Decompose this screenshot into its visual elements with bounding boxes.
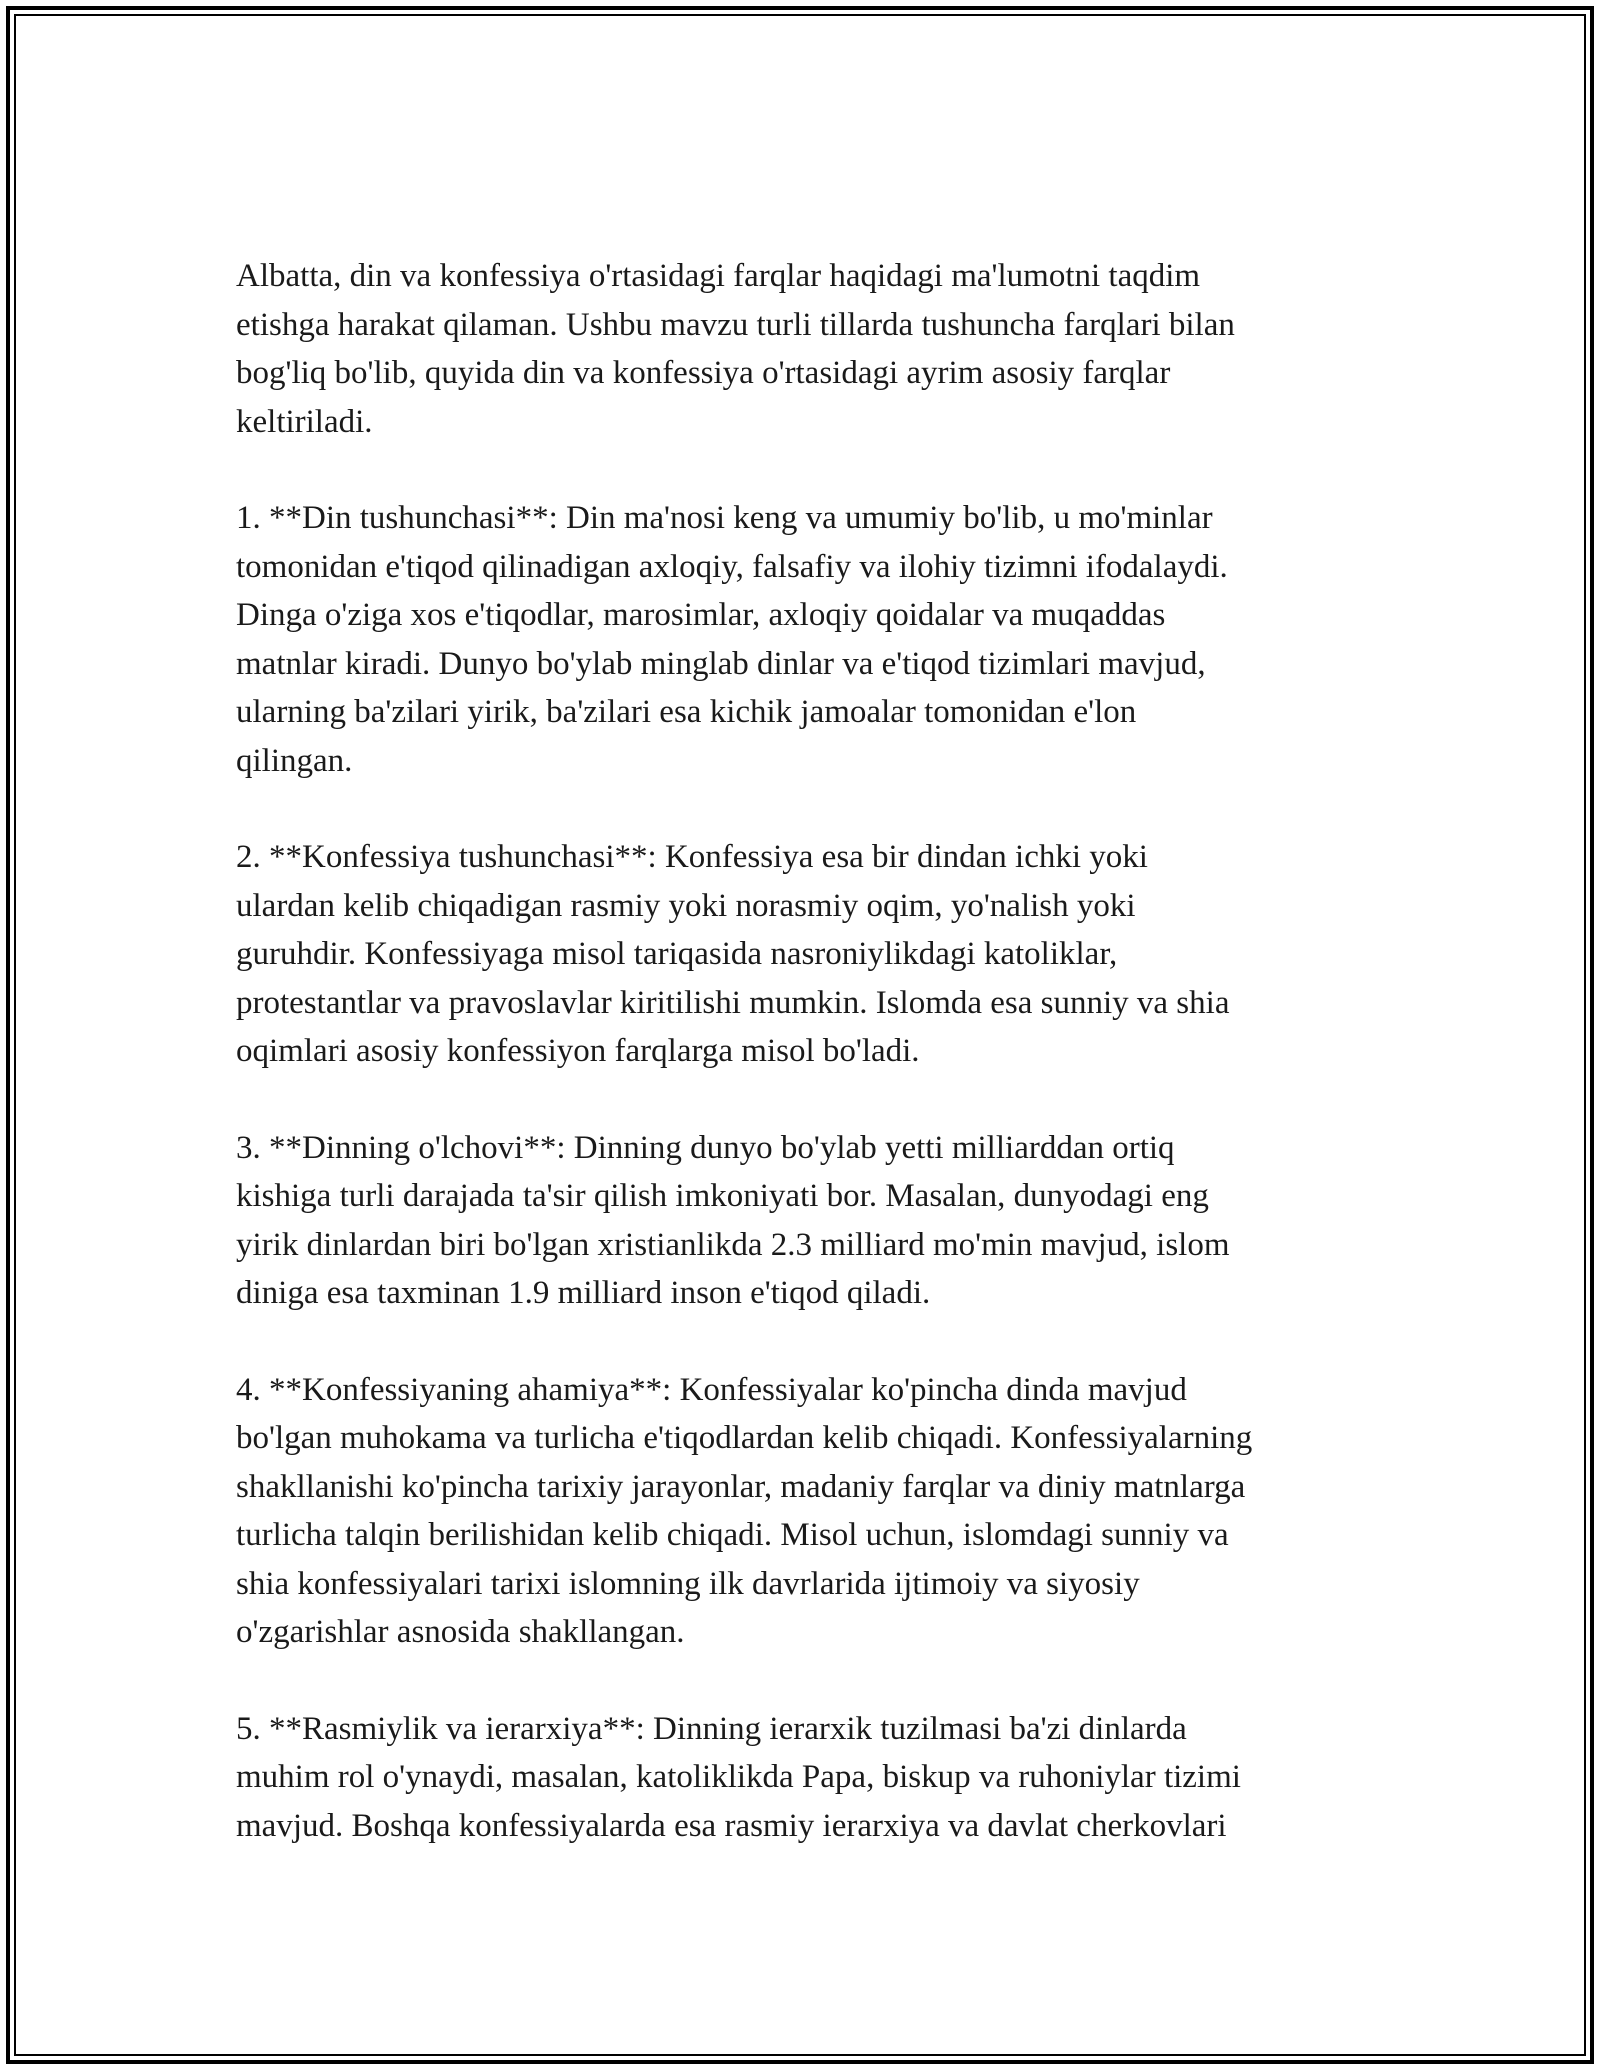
text-line: etishga harakat qilaman. Ushbu mavzu turli tillarda tushuncha farqlari bilan bbox=[236, 306, 1235, 343]
list-item-3 bbox=[236, 1124, 1396, 1318]
text-line: protestantlar va pravoslavlar kiritilishi mumkin. Islomda esa sunniy va shia bbox=[236, 984, 1230, 1021]
text-line: bo'lgan muhokama va turlicha e'tiqodlardan kelib chiqadi. Konfessiyalarning bbox=[236, 1420, 1253, 1456]
text-line: ulardan kelib chiqadigan rasmiy yoki norasmiy oqim, yo'nalish yoki bbox=[236, 887, 1136, 924]
text-line: 5. **Rasmiylik va ierarxiya**: Dinning ierarxik tuzilmasi ba'zi dinlarda bbox=[236, 1710, 1187, 1747]
text-line: Dinga o'ziga xos e'tiqodlar, marosimlar, axloqiy qoidalar va muqaddas bbox=[236, 597, 1166, 633]
text-line: 4. **Konfessiyaning ahamiya**: Konfessiyalar ko'pincha dinda mavjud bbox=[236, 1371, 1187, 1408]
text-line: 2. **Konfessiya tushunchasi**: Konfessiya esa bir dindan ichki yoki bbox=[236, 839, 1148, 875]
text-line: Albatta, din va konfessiya o'rtasidagi farqlar haqidagi ma'lumotni taqdim bbox=[236, 258, 1201, 294]
intro-paragraph bbox=[236, 252, 1396, 446]
text-line: matnlar kiradi. Dunyo bo'ylab minglab dinlar va e'tiqod tizimlari mavjud, bbox=[236, 645, 1206, 682]
list-item-5 bbox=[236, 1705, 1396, 1851]
text-line: qilingan. bbox=[236, 742, 353, 779]
list-item-4 bbox=[236, 1366, 1396, 1657]
text-line: ularning ba'zilari yirik, ba'zilari esa kichik jamoalar tomonidan e'lon bbox=[236, 694, 1137, 730]
text-line: yirik dinlardan biri bo'lgan xristianlikda 2.3 milliard mo'min mavjud, islom bbox=[236, 1226, 1230, 1263]
text-line: bog'liq bo'lib, quyida din va konfessiya o'rtasidagi ayrim asosiy farqlar bbox=[236, 355, 1171, 391]
list-item-1 bbox=[236, 494, 1396, 785]
text-line: diniga esa taxminan 1.9 milliard inson e'tiqod qiladi. bbox=[236, 1275, 931, 1311]
text-line: mavjud. Boshqa konfessiyalarda esa rasmiy ierarxiya va davlat cherkovlari bbox=[236, 1807, 1227, 1844]
document-body bbox=[236, 252, 1396, 1898]
text-line: turlicha talqin berilishidan kelib chiqadi. Misol uchun, islomdagi sunniy va bbox=[236, 1517, 1229, 1553]
text-line: tomonidan e'tiqod qilinadigan axloqiy, falsafiy va ilohiy tizimni ifodalaydi. bbox=[236, 548, 1228, 585]
text-line: o'zgarishlar asnosida shakllangan. bbox=[236, 1614, 685, 1650]
text-line: shia konfessiyalari tarixi islomning ilk davrlarida ijtimoiy va siyosiy bbox=[236, 1565, 1140, 1602]
text-line: oqimlari asosiy konfessiyon farqlarga misol bo'ladi. bbox=[236, 1033, 920, 1069]
text-line: 3. **Dinning o'lchovi**: Dinning dunyo bo'ylab yetti milliarddan ortiq bbox=[236, 1129, 1175, 1166]
text-line: muhim rol o'ynaydi, masalan, katoliklikda Papa, biskup va ruhoniylar tizimi bbox=[236, 1759, 1241, 1795]
text-line: shakllanishi ko'pincha tarixiy jarayonlar, madaniy farqlar va diniy matnlarga bbox=[236, 1468, 1246, 1505]
text-line: guruhdir. Konfessiyaga misol tariqasida nasroniylikdagi katoliklar, bbox=[236, 936, 1118, 972]
text-line: keltiriladi. bbox=[236, 403, 373, 440]
list-item-2 bbox=[236, 833, 1396, 1076]
text-line: 1. **Din tushunchasi**: Din ma'nosi keng va umumiy bo'lib, u mo'minlar bbox=[236, 500, 1213, 536]
text-line: kishiga turli darajada ta'sir qilish imkoniyati bor. Masalan, dunyodagi eng bbox=[236, 1178, 1209, 1214]
